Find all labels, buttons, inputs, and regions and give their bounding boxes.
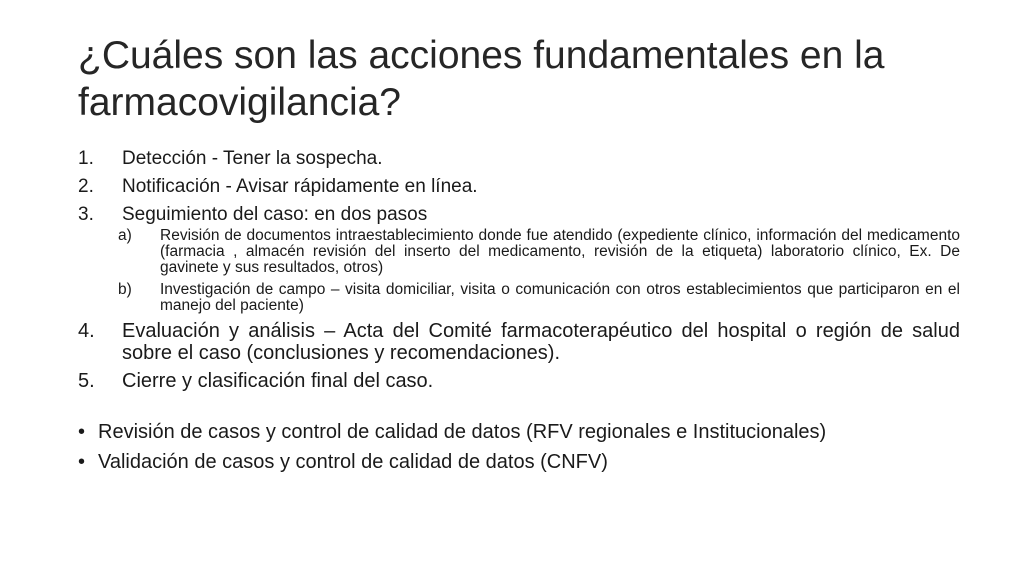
list-number: 4. [78,320,95,342]
sub-letter: a) [118,227,132,244]
bullet-item-1 [78,420,960,444]
sub-item-text: Revisión de documentos intraestablecimiento donde fue atendido (expediente clínico, información del medicamento (farmacia , almacén revisión del inserto del medicamento, revisión de la etiqueta) laboratorio clínico, Ex. De gavinete y sus resultados, otros) [160,227,960,276]
spacer [78,398,960,420]
list-item-text: Notificación - Avisar rápidamente en línea. [122,176,478,197]
slide-title: ¿Cuáles son las acciones fundamentales en la farmacovigilancia? [78,34,885,124]
list-item-text: Evaluación y análisis – Acta del Comité farmacoterapéutico del hospital o región de salud sobre el caso (conclusiones y recomendaciones). [122,320,960,364]
sub-item-b [78,282,960,314]
slide-body [78,148,960,480]
list-number: 1. [78,148,94,169]
bullet-text: Validación de casos y control de calidad de datos (CNFV) [98,451,608,473]
list-number: 3. [78,204,94,225]
list-item-text: Cierre y clasificación final del caso. [122,370,434,392]
list-item-2 [78,176,960,198]
sub-list [78,228,960,314]
list-item-4 [78,320,960,364]
sub-letter: b) [118,281,132,298]
bullet-dot: • [78,421,86,443]
list-number: 2. [78,176,94,197]
list-item-1 [78,148,960,170]
list-item-text: Detección - Tener la sospecha. [122,148,383,169]
sub-item-text: Investigación de campo – visita domiciliar, visita o comunicación con otros establecimientos que participaron en el manejo del paciente) [160,281,960,314]
list-item-5 [78,370,960,392]
bullet-dot: • [78,451,86,473]
list-number: 5. [78,370,95,392]
sub-item-a [78,228,960,276]
list-item-3 [78,204,960,226]
list-item-text: Seguimiento del caso: en dos pasos [122,204,428,225]
bullet-item-2 [78,450,960,474]
bullet-text: Revisión de casos y control de calidad de datos (RFV regionales e Institucionales) [98,421,827,443]
